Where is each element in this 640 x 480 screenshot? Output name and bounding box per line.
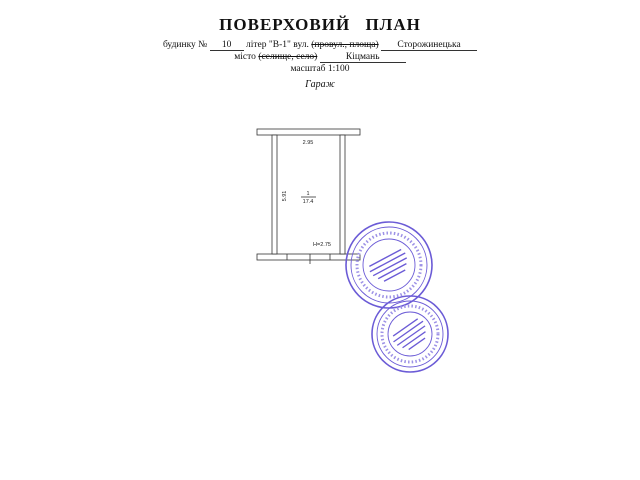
- object-name: Гараж: [305, 79, 335, 90]
- length-dimension: 5.91: [282, 190, 288, 202]
- room-area: 17.4: [302, 199, 314, 205]
- width-dimension: 2.95: [302, 140, 314, 146]
- street-label: вул.: [293, 40, 309, 50]
- building-number: 10: [210, 41, 244, 51]
- top-wall: [257, 129, 360, 135]
- street-struck-options: (провул., площа): [311, 40, 379, 50]
- letter-close: ": [287, 40, 291, 50]
- title-word-2: ПЛАН: [365, 15, 421, 34]
- town-name: Кіцмань: [320, 53, 406, 63]
- letter-value: В-1: [272, 40, 288, 50]
- official-seal-2: [369, 293, 451, 375]
- left-wall: [272, 135, 277, 254]
- building-label: будинку №: [162, 40, 208, 50]
- letter-label: літер ": [246, 40, 273, 50]
- ceiling-height: Н=2.75: [313, 242, 331, 248]
- scale-line: масштаб 1:100: [290, 64, 350, 74]
- street-name: Сторожинецька: [381, 41, 477, 51]
- town-label: місто: [234, 52, 256, 62]
- room-number: 1: [306, 191, 310, 197]
- title-word-1: ПОВЕРХОВИЙ: [219, 15, 351, 34]
- town-struck-options: (селище, село): [258, 52, 318, 62]
